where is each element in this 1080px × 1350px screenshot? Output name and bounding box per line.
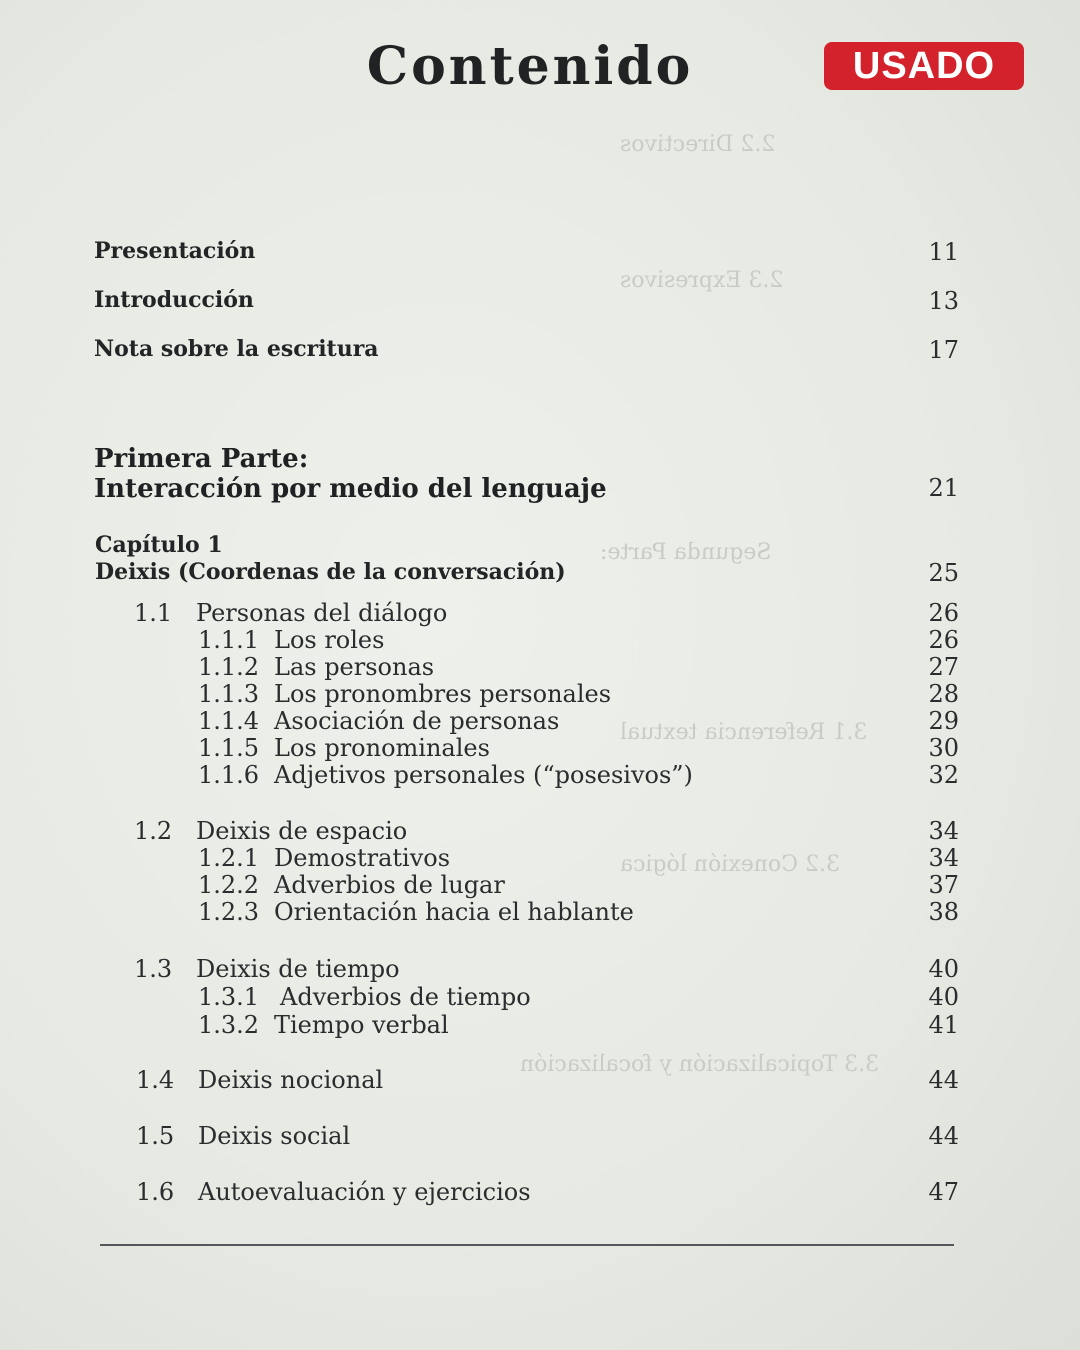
section-title: Deixis nocional [198, 1066, 384, 1094]
subsection-page: 40 [928, 983, 959, 1011]
toc-subsection [0, 653, 1080, 681]
subsection-title: Los pronombres personales [274, 680, 612, 708]
subsection-title: Asociación de personas [274, 707, 560, 735]
part-title-row [0, 474, 1080, 502]
subsection-title: Los pronominales [274, 734, 490, 762]
section-page: 40 [928, 955, 959, 983]
toc-entry-page: 11 [928, 238, 959, 266]
subsection-page: 32 [928, 761, 959, 789]
chapter-page: 25 [928, 559, 959, 587]
bleed-through-text: 3.2 Conexión lógica [620, 852, 840, 877]
subsection-title: Tiempo verbal [274, 1011, 449, 1039]
subsection-title: Demostrativos [274, 844, 451, 872]
section-page: 47 [928, 1178, 959, 1206]
section-title: Deixis de tiempo [196, 955, 400, 983]
toc-entry-page: 17 [928, 336, 959, 364]
subsection-number: 1.1.3 [198, 680, 260, 708]
subsection-number: 1.1.6 [198, 761, 260, 789]
part-title: Interacción por medio del lenguaje [94, 474, 607, 504]
subsection-page: 38 [928, 898, 959, 926]
section-number: 1.2 [134, 817, 173, 845]
toc-section [0, 1066, 1080, 1094]
subsection-title: Adverbios de tiempo [280, 983, 531, 1011]
toc-section [0, 1178, 1080, 1206]
subsection-number: 1.2.2 [198, 871, 260, 899]
bleed-through-text: 2.2 Directivos [620, 132, 776, 157]
chapter-label: Capítulo 1 [95, 532, 223, 558]
chapter-title-row [0, 559, 1080, 587]
toc-subsection [0, 844, 1080, 872]
part-heading [0, 444, 1080, 472]
section-page: 34 [928, 817, 959, 845]
toc-entry [0, 287, 1080, 315]
footer-rule [100, 1244, 954, 1246]
section-number: 1.6 [136, 1178, 175, 1206]
subsection-page: 41 [928, 1011, 959, 1039]
page-title: Contenido [366, 36, 694, 97]
subsection-page: 26 [928, 626, 959, 654]
subsection-title: Adjetivos personales (“posesivos”) [274, 761, 693, 789]
subsection-title: Las personas [274, 653, 435, 681]
bleed-through-text: 2.3 Expresivos [620, 268, 784, 293]
chapter-heading [0, 532, 1080, 560]
toc-subsection [0, 871, 1080, 899]
subsection-page: 37 [928, 871, 959, 899]
toc-section [0, 599, 1080, 627]
toc-entry [0, 336, 1080, 364]
subsection-number: 1.1.2 [198, 653, 260, 681]
used-badge: USADO [824, 42, 1024, 90]
section-page: 44 [928, 1066, 959, 1094]
subsection-number: 1.3.1 [198, 983, 260, 1011]
bleed-through-text: 3.3 Topicalización y focalización [520, 1052, 880, 1077]
subsection-page: 29 [928, 707, 959, 735]
section-title: Autoevaluación y ejercicios [198, 1178, 531, 1206]
toc-subsection [0, 761, 1080, 789]
section-title: Deixis social [198, 1122, 351, 1150]
subsection-title: Adverbios de lugar [274, 871, 505, 899]
toc-entry-title: Introducción [94, 287, 254, 313]
section-page: 44 [928, 1122, 959, 1150]
section-number: 1.5 [136, 1122, 175, 1150]
toc-entry-title: Presentación [94, 238, 256, 264]
toc-entry [0, 238, 1080, 266]
part-page: 21 [928, 474, 959, 502]
subsection-number: 1.1.5 [198, 734, 260, 762]
subsection-title: Los roles [274, 626, 385, 654]
toc-section [0, 955, 1080, 983]
section-number: 1.4 [136, 1066, 175, 1094]
bleed-through-text: Segunda Parte: [600, 540, 772, 565]
part-label: Primera Parte: [94, 444, 309, 474]
subsection-number: 1.1.4 [198, 707, 260, 735]
section-number: 1.3 [134, 955, 173, 983]
section-number: 1.1 [134, 599, 173, 627]
toc-entry-page: 13 [928, 287, 959, 315]
toc-section [0, 817, 1080, 845]
subsection-number: 1.2.3 [198, 898, 260, 926]
bleed-through-text: 3.1 Referencia textual [620, 720, 868, 745]
toc-entry-title: Nota sobre la escritura [94, 336, 379, 362]
section-title: Deixis de espacio [196, 817, 408, 845]
toc-subsection [0, 707, 1080, 735]
toc-subsection [0, 734, 1080, 762]
section-title: Personas del diálogo [196, 599, 448, 627]
subsection-number: 1.2.1 [198, 844, 260, 872]
toc-subsection [0, 680, 1080, 708]
subsection-page: 27 [928, 653, 959, 681]
subsection-page: 28 [928, 680, 959, 708]
subsection-number: 1.1.1 [198, 626, 260, 654]
subsection-title: Orientación hacia el hablante [274, 898, 634, 926]
toc-subsection [0, 898, 1080, 926]
toc-section [0, 1122, 1080, 1150]
chapter-title: Deixis (Coordenas de la conversación) [95, 559, 566, 585]
subsection-page: 34 [928, 844, 959, 872]
toc-subsection [0, 1011, 1080, 1039]
section-page: 26 [928, 599, 959, 627]
toc-subsection [0, 983, 1080, 1011]
toc-subsection [0, 626, 1080, 654]
subsection-number: 1.3.2 [198, 1011, 260, 1039]
subsection-page: 30 [928, 734, 959, 762]
